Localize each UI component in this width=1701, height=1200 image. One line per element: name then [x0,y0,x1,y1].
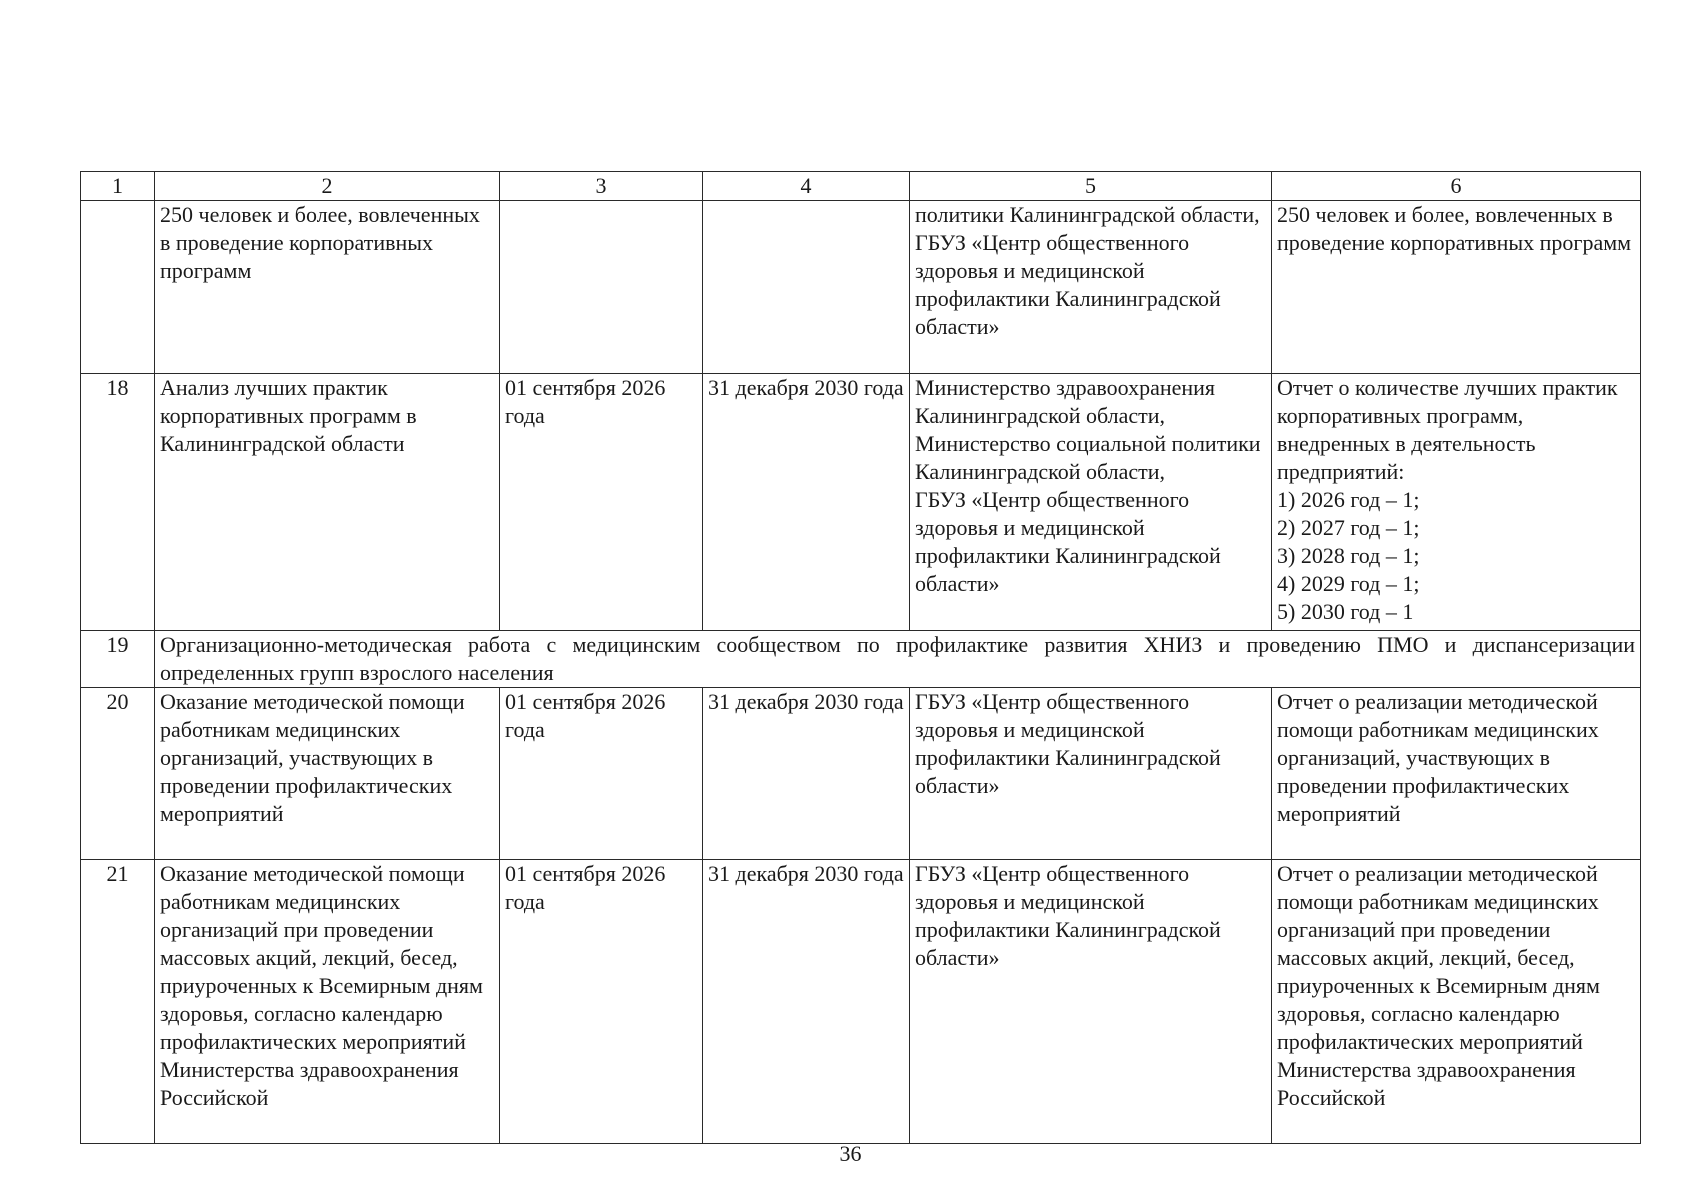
result-cell: Отчет о реализации методической помощи работникам медицинских организаций, участвующих в проведении профилактических мероприятий [1272,688,1641,860]
event-name-cell: Оказание методической помощи работникам медицинских организаций при проведении массовых акций, лекций, бесед, приуроченных к Всемирным дням здоровья, согласно календарю профилактических мероприятий Министерства здравоохранения Российской [155,860,500,1144]
column-number-1: 1 [81,172,155,201]
responsible-cell: Министерство здравоохранения Калининградской области, Министерство социальной политики Калининградской области, ГБУЗ «Центр общественного здоровья и медицинской профилактики Калининградской области» [910,374,1272,631]
table-row-19 [81,631,1641,688]
column-number-6: 6 [1272,172,1641,201]
result-cell: 250 человек и более, вовлеченных в проведение корпоративных программ [1272,201,1641,374]
row-number: 21 [81,860,155,1144]
end-date-cell: 31 декабря 2030 года [703,374,910,631]
row-number: 18 [81,374,155,631]
result-cell: Отчет о реализации методической помощи работникам медицинских организаций при проведении массовых акций, лекций, бесед, приуроченных к Всемирным дням здоровья, согласно календарю профилактических мероприятий Министерства здравоохранения Российской [1272,860,1641,1144]
table-row-continued [81,201,1641,374]
event-name-cell: 250 человек и более, вовлеченных в проведение корпоративных программ [155,201,500,374]
start-date-cell: 01 сентября 2026 года [500,374,703,631]
table-row-20 [81,688,1641,860]
start-date-cell: 01 сентября 2026 года [500,688,703,860]
responsible-cell: ГБУЗ «Центр общественного здоровья и медицинской профилактики Калининградской области» [910,860,1272,1144]
page-number: 36 [839,1141,862,1166]
row-number: 19 [81,631,155,688]
measures-table [80,171,1641,1144]
column-number-3: 3 [500,172,703,201]
column-number-5: 5 [910,172,1272,201]
header-row [81,172,1641,201]
end-date-cell: 31 декабря 2030 года [703,688,910,860]
end-date-cell: 31 декабря 2030 года [703,860,910,1144]
event-name-cell: Оказание методической помощи работникам медицинских организаций, участвующих в проведении профилактических мероприятий [155,688,500,860]
column-number-4: 4 [703,172,910,201]
column-number-2: 2 [155,172,500,201]
section-heading-cell: Организационно-методическая работа с медицинским сообществом по профилактике развития ХНИЗ и проведению ПМО и диспансеризации определенных групп взрослого населения [155,631,1641,688]
start-date-cell [500,201,703,374]
end-date-cell [703,201,910,374]
responsible-cell: ГБУЗ «Центр общественного здоровья и медицинской профилактики Калининградской области» [910,688,1272,860]
row-number: 20 [81,688,155,860]
row-number [81,201,155,374]
result-cell: Отчет о количестве лучших практик корпоративных программ, внедренных в деятельность предприятий: 1) 2026 год – 1; 2) 2027 год – 1; 3) 2028 год – 1; 4) 2029 год – 1; 5) 2030 год – 1 [1272,374,1641,631]
responsible-cell: политики Калининградской области, ГБУЗ «Центр общественного здоровья и медицинской профилактики Калининградской области» [910,201,1272,374]
event-name-cell: Анализ лучших практик корпоративных программ в Калининградской области [155,374,500,631]
table-row-21 [81,860,1641,1144]
start-date-cell: 01 сентября 2026 года [500,860,703,1144]
table-row-18 [81,374,1641,631]
